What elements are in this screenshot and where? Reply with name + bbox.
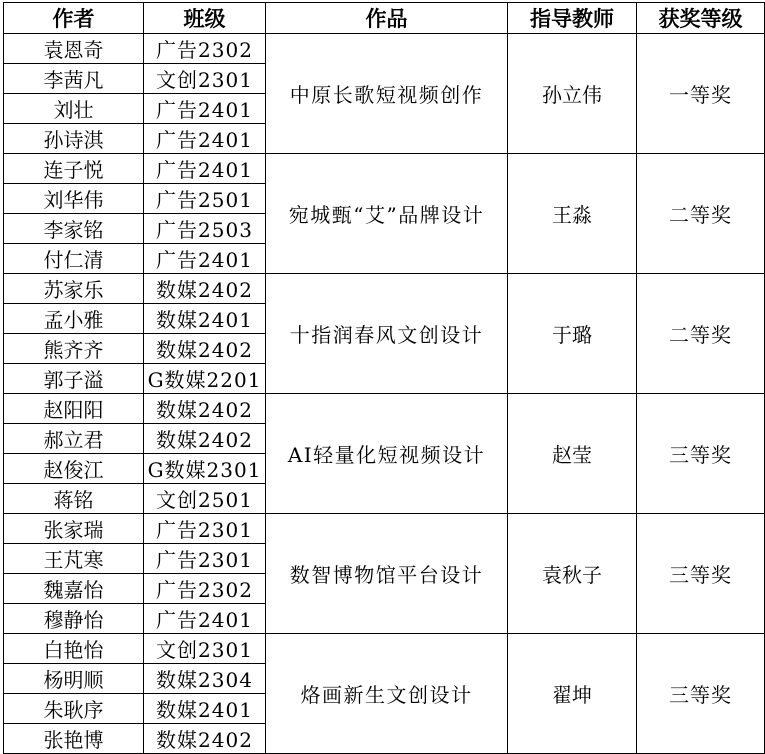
author-cell: 苏家乐 — [4, 274, 144, 304]
work-cell: 宛城甄“艾”品牌设计 — [266, 154, 508, 274]
table-row — [4, 394, 765, 424]
class-cell: 广告2302 — [144, 574, 266, 604]
class-cell: 数媒2402 — [144, 724, 266, 754]
class-cell: 数媒2402 — [144, 274, 266, 304]
header-teacher: 指导教师 — [508, 3, 637, 34]
table-row — [4, 274, 765, 304]
class-cell: 文创2501 — [144, 484, 266, 514]
table-row — [4, 634, 765, 664]
class-cell: 文创2301 — [144, 64, 266, 94]
header-class: 班级 — [144, 3, 266, 34]
teacher-cell: 赵莹 — [508, 394, 637, 514]
work-cell: 烙画新生文创设计 — [266, 634, 508, 754]
class-cell: 数媒2401 — [144, 304, 266, 334]
award-cell: 三等奖 — [637, 394, 765, 514]
table-row — [4, 154, 765, 184]
author-cell: 杨明顺 — [4, 664, 144, 694]
teacher-cell: 袁秋子 — [508, 514, 637, 634]
class-cell: 广告2401 — [144, 604, 266, 634]
header-work: 作品 — [266, 3, 508, 34]
author-cell: 魏嘉怡 — [4, 574, 144, 604]
award-cell: 二等奖 — [637, 274, 765, 394]
class-cell: 广告2501 — [144, 184, 266, 214]
author-cell: 朱耿序 — [4, 694, 144, 724]
class-cell: 数媒2401 — [144, 694, 266, 724]
class-cell: G数媒2201 — [144, 364, 266, 394]
class-cell: 广告2401 — [144, 124, 266, 154]
teacher-cell: 孙立伟 — [508, 34, 637, 154]
class-cell: 文创2301 — [144, 634, 266, 664]
author-cell: 袁恩奇 — [4, 34, 144, 64]
class-cell: 广告2302 — [144, 34, 266, 64]
class-cell: 数媒2402 — [144, 424, 266, 454]
teacher-cell: 于璐 — [508, 274, 637, 394]
class-cell: G数媒2301 — [144, 454, 266, 484]
author-cell: 刘华伟 — [4, 184, 144, 214]
author-cell: 刘壮 — [4, 94, 144, 124]
award-cell: 三等奖 — [637, 634, 765, 754]
award-cell: 二等奖 — [637, 154, 765, 274]
class-cell: 广告2401 — [144, 244, 266, 274]
author-cell: 孙诗淇 — [4, 124, 144, 154]
author-cell: 张家瑞 — [4, 514, 144, 544]
header-row — [4, 3, 765, 34]
award-table — [3, 2, 765, 754]
class-cell: 广告2401 — [144, 154, 266, 184]
author-cell: 李茜凡 — [4, 64, 144, 94]
class-cell: 数媒2402 — [144, 334, 266, 364]
work-cell: 十指润春风文创设计 — [266, 274, 508, 394]
class-cell: 数媒2304 — [144, 664, 266, 694]
author-cell: 张艳博 — [4, 724, 144, 754]
author-cell: 赵俊江 — [4, 454, 144, 484]
class-cell: 广告2301 — [144, 544, 266, 574]
award-cell: 一等奖 — [637, 34, 765, 154]
work-cell: 数智博物馆平台设计 — [266, 514, 508, 634]
class-cell: 广告2301 — [144, 514, 266, 544]
header-author: 作者 — [4, 3, 144, 34]
class-cell: 广告2401 — [144, 94, 266, 124]
author-cell: 李家铭 — [4, 214, 144, 244]
author-cell: 孟小雅 — [4, 304, 144, 334]
author-cell: 郝立君 — [4, 424, 144, 454]
author-cell: 穆静怡 — [4, 604, 144, 634]
work-cell: 中原长歌短视频创作 — [266, 34, 508, 154]
table-row — [4, 514, 765, 544]
header-award: 获奖等级 — [637, 3, 765, 34]
table-row — [4, 34, 765, 64]
teacher-cell: 翟坤 — [508, 634, 637, 754]
author-cell: 付仁清 — [4, 244, 144, 274]
author-cell: 赵阳阳 — [4, 394, 144, 424]
class-cell: 数媒2402 — [144, 394, 266, 424]
author-cell: 白艳怡 — [4, 634, 144, 664]
author-cell: 蒋铭 — [4, 484, 144, 514]
work-cell: AI轻量化短视频设计 — [266, 394, 508, 514]
class-cell: 广告2503 — [144, 214, 266, 244]
author-cell: 连子悦 — [4, 154, 144, 184]
author-cell: 熊齐齐 — [4, 334, 144, 364]
teacher-cell: 王淼 — [508, 154, 637, 274]
author-cell: 郭子溢 — [4, 364, 144, 394]
author-cell: 王芃寒 — [4, 544, 144, 574]
award-cell: 三等奖 — [637, 514, 765, 634]
